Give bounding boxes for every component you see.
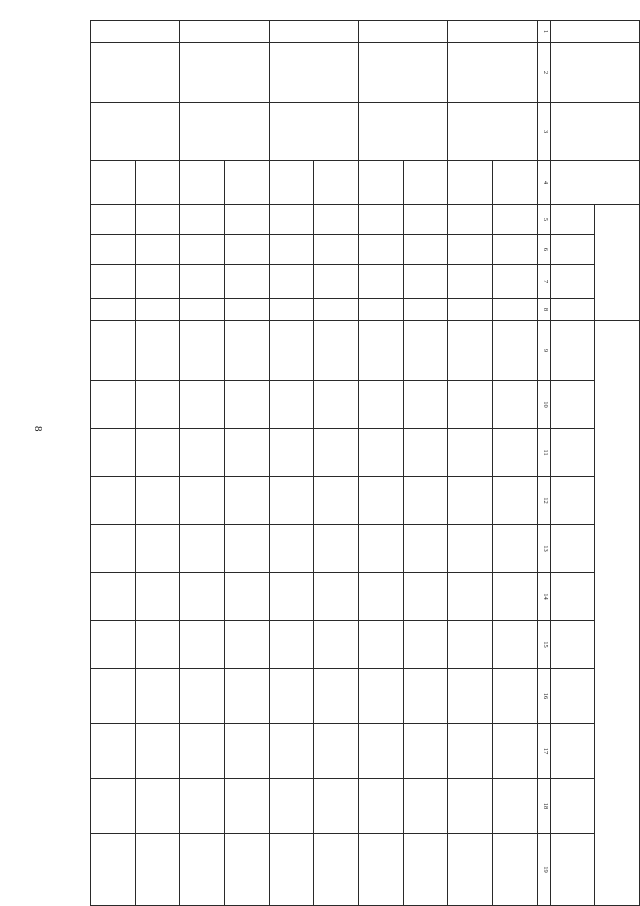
- cell-grbs: [314, 205, 359, 235]
- row-executor: [180, 103, 269, 161]
- header-row-1: [595, 21, 640, 906]
- cell-year: [359, 669, 404, 724]
- cell-year: [225, 834, 270, 906]
- cell-year: [180, 621, 225, 669]
- cell-year: [314, 779, 359, 834]
- cell-year: [269, 381, 314, 429]
- cell-year: [314, 429, 359, 477]
- cell-year: [493, 525, 538, 573]
- row-num: [448, 21, 537, 43]
- table-row: [493, 21, 538, 906]
- row-executor: [269, 103, 358, 161]
- row-name: [91, 43, 180, 103]
- cell-csr: [493, 265, 538, 299]
- row-source: [225, 161, 270, 205]
- col-number: 6: [537, 235, 550, 265]
- row-name: [359, 43, 448, 103]
- cell-year: [180, 429, 225, 477]
- row-name: [269, 43, 358, 103]
- column-number-row: [537, 21, 550, 906]
- cell-year: [493, 429, 538, 477]
- cell-year: [180, 669, 225, 724]
- header-num: [550, 21, 639, 43]
- col-number: 14: [537, 573, 550, 621]
- col-number: 10: [537, 381, 550, 429]
- cell-rzpr: [314, 235, 359, 265]
- cell-csr: [135, 265, 180, 299]
- cell-year: [269, 573, 314, 621]
- cell-year: [403, 381, 448, 429]
- cell-year: [225, 525, 270, 573]
- cell-year: [225, 477, 270, 525]
- cell-year: [91, 779, 136, 834]
- cell-year: [314, 525, 359, 573]
- cell-year: [135, 724, 180, 779]
- cell-vr: [493, 299, 538, 321]
- header-year: [550, 429, 595, 477]
- header-executor: [550, 103, 639, 161]
- cell-year: [180, 724, 225, 779]
- cell-year: [91, 621, 136, 669]
- cell-year: [135, 621, 180, 669]
- cell-year: [135, 834, 180, 906]
- cell-year: [135, 573, 180, 621]
- cell-total: [403, 321, 448, 381]
- header-year: [550, 724, 595, 779]
- cell-year: [91, 381, 136, 429]
- cell-year: [135, 381, 180, 429]
- cell-year: [314, 669, 359, 724]
- cell-year: [493, 779, 538, 834]
- cell-year: [448, 724, 493, 779]
- cell-year: [91, 429, 136, 477]
- cell-year: [314, 834, 359, 906]
- row-num: [91, 21, 180, 43]
- header-grbs: [550, 205, 595, 235]
- row-executor: [448, 103, 537, 161]
- row-executor: [359, 103, 448, 161]
- cell-total: [448, 321, 493, 381]
- cell-year: [359, 724, 404, 779]
- cell-year: [493, 381, 538, 429]
- cell-rzpr: [403, 235, 448, 265]
- expenditure-table: [90, 20, 640, 906]
- cell-year: [403, 724, 448, 779]
- cell-year: [359, 429, 404, 477]
- row-source: [91, 161, 136, 205]
- header-year: [550, 381, 595, 429]
- cell-year: [269, 669, 314, 724]
- row-executor: [91, 103, 180, 161]
- table-rotation-wrapper: [90, 20, 640, 905]
- col-number: 7: [537, 265, 550, 299]
- row-source: [403, 161, 448, 205]
- cell-year: [448, 779, 493, 834]
- cell-rzpr: [493, 235, 538, 265]
- cell-rzpr: [135, 235, 180, 265]
- cell-year: [269, 429, 314, 477]
- row-source: [493, 161, 538, 205]
- header-year: [550, 573, 595, 621]
- cell-year: [493, 669, 538, 724]
- cell-year: [269, 621, 314, 669]
- col-number: 1: [537, 21, 550, 43]
- cell-year: [314, 573, 359, 621]
- cell-year: [359, 621, 404, 669]
- row-source: [359, 161, 404, 205]
- page-number: 8: [32, 426, 44, 432]
- header-year: [550, 779, 595, 834]
- cell-year: [314, 724, 359, 779]
- cell-year: [403, 573, 448, 621]
- cell-year: [359, 779, 404, 834]
- col-number: 11: [537, 429, 550, 477]
- header-expenditures: [595, 321, 640, 906]
- col-number: 12: [537, 477, 550, 525]
- header-total: [550, 321, 595, 381]
- header-year: [550, 525, 595, 573]
- row-source: [135, 161, 180, 205]
- row-source: [180, 161, 225, 205]
- cell-total: [314, 321, 359, 381]
- col-number: 5: [537, 205, 550, 235]
- cell-year: [91, 573, 136, 621]
- cell-year: [448, 834, 493, 906]
- header-year: [550, 477, 595, 525]
- cell-year: [135, 669, 180, 724]
- col-number: 8: [537, 299, 550, 321]
- cell-total: [135, 321, 180, 381]
- col-number: 19: [537, 834, 550, 906]
- cell-year: [448, 669, 493, 724]
- row-num: [359, 21, 448, 43]
- cell-total: [269, 321, 314, 381]
- col-number: 16: [537, 669, 550, 724]
- row-num: [269, 21, 358, 43]
- row-name: [180, 43, 269, 103]
- header-vr: [550, 299, 595, 321]
- cell-year: [225, 621, 270, 669]
- cell-year: [135, 477, 180, 525]
- cell-total: [493, 321, 538, 381]
- cell-vr: [403, 299, 448, 321]
- cell-year: [403, 429, 448, 477]
- cell-total: [180, 321, 225, 381]
- cell-year: [403, 621, 448, 669]
- cell-year: [180, 834, 225, 906]
- header-name: [550, 43, 639, 103]
- cell-year: [225, 381, 270, 429]
- cell-year: [493, 834, 538, 906]
- row-source: [269, 161, 314, 205]
- cell-year: [403, 525, 448, 573]
- table-row: [403, 21, 448, 906]
- cell-year: [403, 834, 448, 906]
- cell-year: [493, 477, 538, 525]
- cell-year: [403, 477, 448, 525]
- col-number: 15: [537, 621, 550, 669]
- row-source: [314, 161, 359, 205]
- cell-year: [359, 381, 404, 429]
- col-number: 2: [537, 43, 550, 103]
- cell-total: [225, 321, 270, 381]
- cell-total: [359, 321, 404, 381]
- cell-year: [493, 573, 538, 621]
- cell-year: [225, 669, 270, 724]
- cell-total: [91, 321, 136, 381]
- cell-year: [359, 834, 404, 906]
- table-row: [314, 21, 359, 906]
- cell-grbs: [403, 205, 448, 235]
- col-number: 4: [537, 161, 550, 205]
- cell-year: [269, 477, 314, 525]
- col-number: 9: [537, 321, 550, 381]
- header-sources: [550, 161, 639, 205]
- cell-year: [180, 477, 225, 525]
- cell-csr: [314, 265, 359, 299]
- col-number: 13: [537, 525, 550, 573]
- cell-year: [91, 477, 136, 525]
- cell-year: [91, 669, 136, 724]
- cell-year: [91, 525, 136, 573]
- cell-vr: [135, 299, 180, 321]
- cell-year: [314, 477, 359, 525]
- cell-vr: [314, 299, 359, 321]
- cell-year: [91, 834, 136, 906]
- cell-year: [180, 525, 225, 573]
- cell-year: [269, 525, 314, 573]
- col-number: 17: [537, 724, 550, 779]
- cell-grbs: [135, 205, 180, 235]
- col-number: 3: [537, 103, 550, 161]
- row-source: [448, 161, 493, 205]
- cell-year: [269, 724, 314, 779]
- cell-year: [403, 669, 448, 724]
- cell-year: [135, 779, 180, 834]
- cell-year: [135, 429, 180, 477]
- cell-year: [493, 621, 538, 669]
- cell-year: [403, 779, 448, 834]
- cell-year: [359, 477, 404, 525]
- header-year: [550, 621, 595, 669]
- cell-year: [180, 779, 225, 834]
- table-row: [225, 21, 270, 906]
- header-csr: [550, 265, 595, 299]
- header-rzpr: [550, 235, 595, 265]
- cell-year: [314, 621, 359, 669]
- cell-year: [180, 573, 225, 621]
- cell-year: [269, 779, 314, 834]
- table-row: [135, 21, 180, 906]
- cell-year: [135, 525, 180, 573]
- row-name: [448, 43, 537, 103]
- cell-year: [269, 834, 314, 906]
- cell-csr: [403, 265, 448, 299]
- row-num: [180, 21, 269, 43]
- header-year: [550, 669, 595, 724]
- cell-year: [314, 381, 359, 429]
- cell-year: [225, 573, 270, 621]
- cell-year: [91, 724, 136, 779]
- cell-year: [359, 573, 404, 621]
- header-budget-code: [595, 205, 640, 321]
- col-number: 18: [537, 779, 550, 834]
- cell-year: [493, 724, 538, 779]
- cell-year: [359, 525, 404, 573]
- cell-grbs: [493, 205, 538, 235]
- cell-year: [225, 429, 270, 477]
- cell-year: [225, 724, 270, 779]
- rotated-table-container: [90, 20, 640, 905]
- cell-year: [225, 779, 270, 834]
- header-year: [550, 834, 595, 906]
